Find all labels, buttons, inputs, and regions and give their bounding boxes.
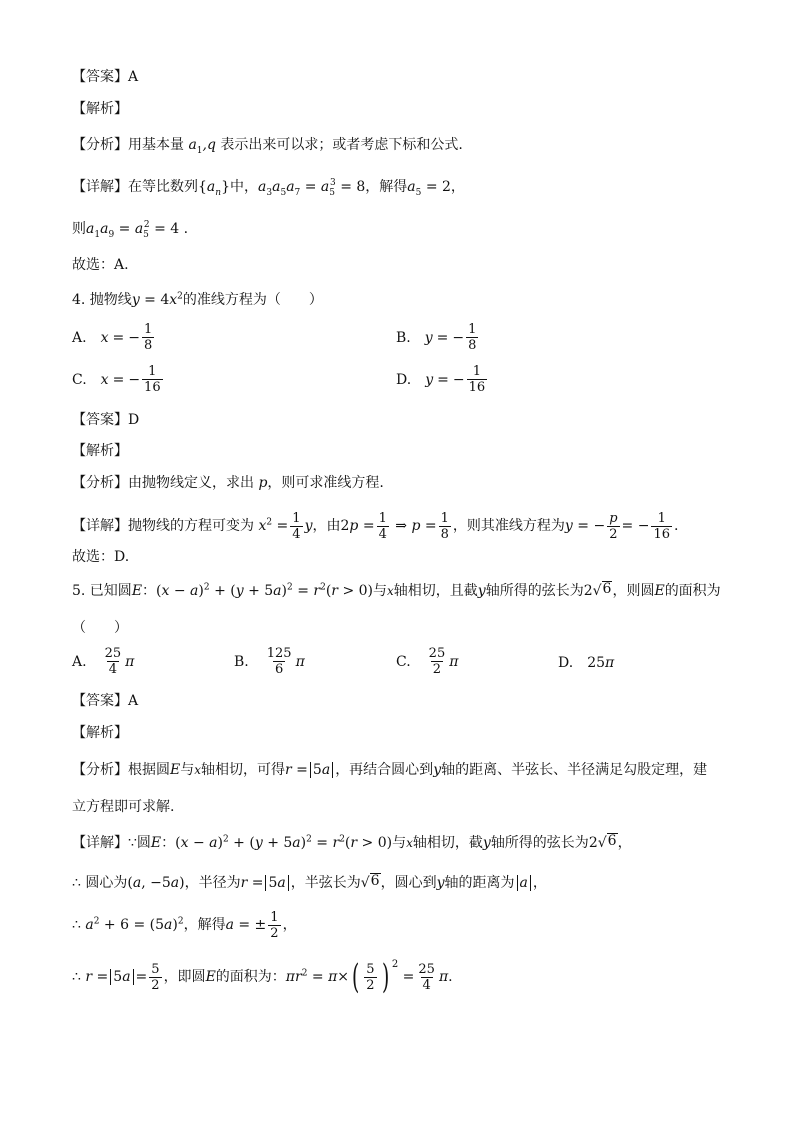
xiangjie-text: ，由	[312, 518, 341, 534]
xiangjie-text: ，解得	[365, 179, 408, 195]
q5-line-center: ∴ 圆心为 (a, −5a) ，半径为 r = 5a ，半弦长为 √ 6 ，圆心到 y 轴的距离为 a ，	[72, 873, 547, 891]
option-letter: C.	[396, 653, 411, 670]
jiexi-label: 【解析】	[72, 443, 128, 459]
q5-xiangjie: 【详解】 ∵ 圆 E：$(x - a)^2 + (y + 5a)^2 = r^2(r > 0)$ 与 x 轴相切，截 y 轴所得的弦长为 2√ 6 ，	[72, 833, 632, 851]
q5-option-d: D. 25 π	[558, 655, 615, 671]
q4-stem-text: 4. 抛物线	[72, 292, 132, 308]
option-letter: D.	[558, 655, 574, 671]
xiangjie-text: ，则其准线方程为	[452, 518, 565, 534]
jiexi-label: 【解析】	[72, 101, 128, 117]
q5-stem-paren	[72, 617, 128, 639]
num: 25	[104, 646, 122, 661]
q4-option-d: D. y = − $\frac{1}{16}$	[396, 364, 486, 395]
option-letter: D.	[396, 371, 412, 388]
q4-stem-text: 的准线方程为（ ）	[182, 292, 323, 308]
fraction: $\frac{5}{2}$	[151, 961, 160, 993]
math-expr: r = 5a =	[85, 969, 148, 985]
xiangjie-text: ，即圆	[163, 969, 206, 985]
q4-fenxi	[72, 472, 384, 494]
q4-option-b: B. y = − $\frac{1}{8}$	[396, 322, 477, 353]
guxuan-text: 故选：D.	[72, 549, 130, 565]
math-expr: $\pi r^2 = \pi\times$	[285, 968, 350, 985]
q5-stem-text: ，则圆	[612, 583, 655, 599]
q5-answer	[72, 690, 138, 712]
xiangjie-text: 圆心为	[85, 875, 128, 891]
option-var: y	[425, 371, 434, 388]
math-expr: ( $\frac{5}{2}$ ) $^2$	[352, 957, 399, 997]
fraction: $\frac{1}{16}$	[653, 510, 670, 542]
fraction: $\frac{p}{2}$	[609, 510, 618, 542]
q5-option-a: A. $\frac{25}{4}$ π	[72, 646, 135, 677]
math-expr: y = −	[564, 518, 606, 534]
xiangjie-text: ，解得	[183, 917, 226, 933]
q4-xiangjie: 【详解】 抛物线的方程可变为 $x^2$ = $\frac{1}{4}$ y ，由 2p = $\frac{1}{4}$ ⇒ p = $\frac{1}{8}$ ，则其准线方程为 y = − $\frac{p}{2}$ = − $\frac{1}{16}$ .	[72, 510, 679, 542]
xiangjie-text: 的面积为：	[215, 969, 286, 985]
therefore-symbol: ∴	[72, 969, 81, 985]
xiangjie-text: ，半径为	[184, 875, 241, 891]
q3-jiexi	[72, 98, 128, 120]
xiangjie-text: 在等比数列	[128, 179, 198, 195]
num: 1	[148, 364, 157, 379]
math-expr: p	[254, 475, 268, 491]
den: 8	[468, 338, 477, 353]
fraction	[142, 364, 163, 395]
math-expr: $a^2 + 6 = (5a)^2$	[85, 916, 184, 933]
fenxi-text: 根据圆	[128, 762, 170, 778]
den: 6	[275, 662, 284, 677]
math-expr: $a_1,q$	[184, 137, 221, 156]
xiangjie-text: 圆	[136, 835, 151, 851]
q4-guxuan	[72, 546, 129, 568]
fraction: $\frac{25}{4}$	[418, 961, 435, 993]
num: 125	[266, 646, 292, 661]
fraction	[427, 646, 448, 677]
xiangjie-text: ，	[617, 835, 632, 851]
fenxi-label: 【分析】	[72, 475, 128, 491]
xiangjie-text: 轴的距离为	[444, 875, 515, 891]
q4-answer	[72, 409, 139, 431]
fenxi-text: 轴相切，可得	[201, 762, 286, 778]
xiangjie-text: 抛物线的方程可变为	[128, 518, 254, 534]
fenxi-text: 与	[180, 762, 195, 778]
math-expr: $a_3a_5a_7 = a_5^3 = 8$	[258, 178, 366, 198]
math-expr: r = 5a	[241, 873, 291, 893]
den: 8	[143, 338, 153, 353]
q5-option-b: B. $\frac{125}{6}$ π	[234, 646, 305, 677]
fenxi-text: ，再结合圆心到	[335, 762, 434, 778]
xiangjie-text: ，圆心到	[380, 875, 437, 891]
math-expr: 2p =	[340, 518, 375, 534]
fraction	[103, 646, 124, 677]
math-expr: E：$(x - a)^2 + (y + 5a)^2 = r^2(r > 0)$	[131, 582, 373, 599]
guxuan-text: 故选：A.	[72, 257, 129, 273]
q4-jiexi	[72, 440, 128, 462]
option-letter: B.	[234, 653, 249, 670]
math-expr: y	[304, 518, 313, 534]
math-expr: $y = 4x^2$	[131, 291, 183, 308]
fenxi-label: 【分析】	[72, 762, 128, 778]
q5-stem-text: 轴所得的弦长为	[485, 583, 584, 599]
q4-option-a: A. x = − $\frac{1}{8}$	[72, 322, 153, 353]
fenxi-text: ，则可求准线方程.	[267, 475, 384, 491]
math-expr: √ 6	[360, 873, 380, 891]
fraction: $\frac{1}{4}$	[378, 510, 387, 542]
den: 16	[144, 380, 161, 395]
math-expr: E：$(x - a)^2 + (y + 5a)^2 = r^2(r > 0)$	[150, 834, 393, 851]
fenxi-text: 轴的距离、半弦长、半径满足勾股定理，建	[441, 762, 708, 778]
fraction	[142, 322, 154, 353]
option-letter: B.	[396, 329, 411, 346]
math-expr: 2√ 6	[583, 581, 612, 599]
answer-label: 【答案】D	[72, 412, 140, 428]
because-symbol: ∵	[128, 835, 137, 851]
q5-stem-text: 的面积为	[664, 583, 721, 599]
q3-guxuan	[72, 254, 129, 276]
fraction: $\frac{1}{8}$	[440, 510, 449, 542]
ze-text: 则	[72, 221, 86, 237]
fraction	[466, 322, 478, 353]
fraction	[467, 364, 488, 395]
option-var: y	[424, 329, 433, 346]
math-expr: a = ±	[225, 917, 267, 933]
fraction: $\frac{1}{4}$	[292, 510, 301, 542]
q3-ze	[72, 218, 188, 240]
option-letter: C.	[72, 371, 87, 388]
math-expr: 2√ 6	[588, 833, 617, 851]
q5-line-equation	[72, 906, 297, 944]
den: 4	[108, 662, 117, 677]
math-expr: r = 5a	[285, 760, 335, 780]
therefore-symbol: ∴	[72, 875, 81, 891]
q4-option-c: C. x = − $\frac{1}{16}$	[72, 364, 161, 395]
option-letter: A.	[72, 653, 87, 670]
num: 25	[428, 646, 446, 661]
therefore-symbol: ∴	[72, 917, 81, 933]
xiangjie-label: 【详解】	[72, 518, 128, 534]
option-var: x	[100, 371, 109, 388]
math-expr: (a, −5a)	[127, 875, 185, 891]
q5-fenxi-line2	[72, 796, 174, 818]
den: 2	[432, 662, 442, 677]
q4-stem	[72, 289, 323, 311]
num: 1	[472, 364, 481, 379]
q5-stem: 5. 已知圆 E：$(x - a)^2 + (y + 5a)^2 = r^2(r > 0)$ 与 x 轴相切，且截 y 轴所得的弦长为 2√ 6 ，则圆 E 的面积为	[72, 581, 721, 599]
option-letter: A.	[72, 329, 87, 346]
fenxi-label: 【分析】	[72, 137, 128, 153]
num: 1	[468, 322, 477, 337]
xiangjie-text: ，	[532, 875, 547, 891]
xiangjie-text: 与	[392, 835, 407, 851]
fraction	[265, 646, 294, 677]
xiangjie-text: ，	[450, 179, 465, 195]
q5-option-c: C. $\frac{25}{2}$ π	[396, 646, 459, 677]
fenxi-text: 表示出来可以求；或者考虑下标和公式.	[220, 137, 463, 153]
q5-fenxi: 【分析】 根据圆 E 与 x 轴相切，可得 r = 5a ，再结合圆心到 y 轴的距离、半弦长、半径满足勾股定理，建	[72, 762, 708, 778]
fenxi-text: 由抛物线定义，求出	[128, 475, 254, 491]
xiangjie-text: 中，	[230, 179, 258, 195]
xiangjie-text: 轴相切，截	[412, 835, 483, 851]
fenxi-text: 立方程即可求解.	[72, 799, 175, 815]
answer-label: 【答案】A	[72, 69, 139, 85]
fraction: $\frac{1}{2}$	[270, 909, 279, 941]
fenxi-text: 用基本量	[128, 137, 184, 153]
q5-stem-text: 轴相切，且截	[393, 583, 478, 599]
xiangjie-label: 【详解】	[72, 835, 128, 851]
math-expr: a	[517, 875, 531, 891]
math-expr: $a_1a_9 = a_5^2 = 4$ .	[86, 220, 189, 240]
q3-fenxi	[72, 134, 463, 156]
xiangjie-text: ，半弦长为	[290, 875, 361, 891]
math-expr: $\{a_n\}$	[198, 179, 230, 198]
q3-answer	[72, 66, 138, 88]
q5-stem-text: 5. 已知圆	[72, 583, 132, 599]
answer-label: 【答案】A	[72, 693, 139, 709]
den: 16	[468, 380, 486, 395]
q5-jiexi	[72, 722, 128, 744]
q5-line-area: ∴ r = 5a = $\frac{5}{2}$ ，即圆 E 的面积为： $\pi r^2 = \pi\times$ ( $\frac{5}{2}$ ) $^2$ = $\frac{25}{4}$ π .	[72, 957, 453, 997]
xiangjie-text: ，	[282, 917, 297, 933]
q5-stem-paren: （ ）	[72, 620, 128, 636]
jiexi-label: 【解析】	[72, 725, 128, 741]
option-var: x	[100, 329, 109, 346]
math-expr: $a_5 = 2$	[407, 179, 451, 198]
math-expr: $x^2$ =	[254, 517, 289, 534]
option-value: 25	[587, 655, 606, 671]
xiangjie-text: 轴所得的弦长为	[490, 835, 589, 851]
num: 1	[143, 322, 153, 337]
q3-xiangjie	[72, 176, 465, 198]
xiangjie-label: 【详解】	[72, 179, 128, 195]
q5-stem-text: 与	[373, 583, 387, 599]
